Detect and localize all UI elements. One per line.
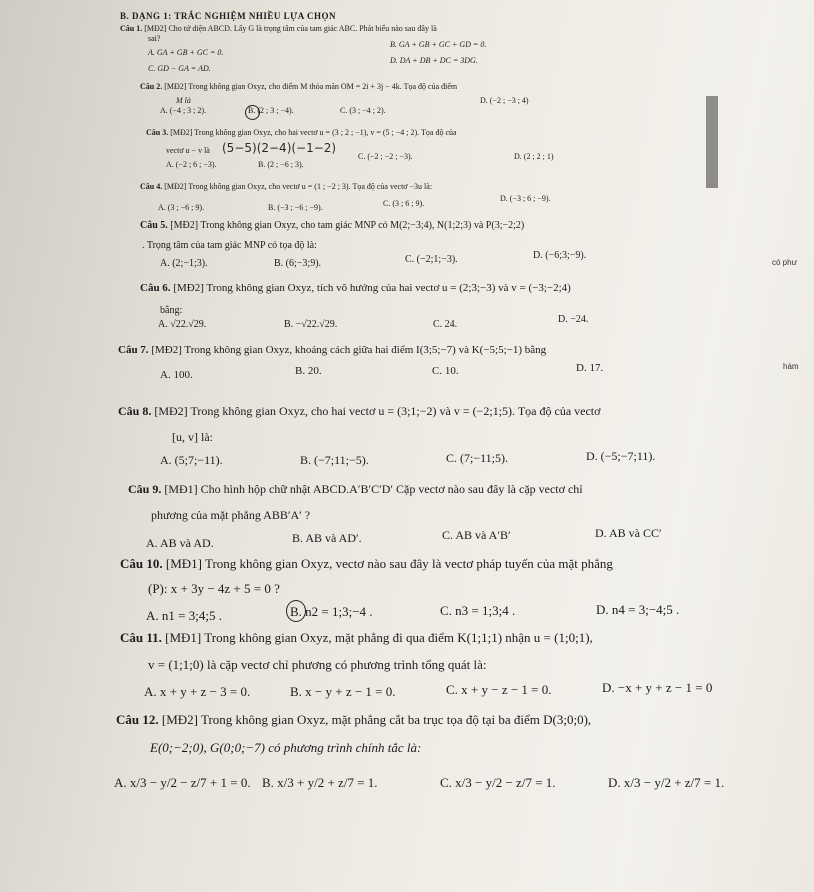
q3-option-d[interactable]: D. (2 ; 2 ; 1) [514,152,554,161]
q4-option-a[interactable]: A. (3 ; −6 ; 9). [158,203,205,212]
q5-text2: . Trọng tâm của tam giác MNP có tọa độ là: [142,240,317,251]
q12-stem [116,712,591,728]
q2-label: Câu 2. [140,82,163,91]
q12-text2: E(0;−2;0), G(0;0;−7) có phương trình chính tắc là: [150,740,422,755]
q10-label: Câu 10. [120,556,163,571]
q10-option-d[interactable]: D. n4 = 3;−4;5 . [596,602,680,617]
q4-stem [140,182,432,191]
q10-option-c[interactable]: C. n3 = 1;3;4 . [440,603,516,618]
q3-option-a[interactable]: A. (−2 ; 6 ; −3). [166,160,217,169]
q6-stem [140,282,571,294]
q12-option-b[interactable]: B. x/3 + y/2 + z/7 = 1. [262,775,378,790]
q11-stem [120,630,593,646]
q7-option-d[interactable]: D. 17. [576,362,604,374]
q11-option-a[interactable]: A. x + y + z − 3 = 0. [144,684,251,699]
answer-circle-mark [245,105,260,120]
answer-circle-mark-2 [286,600,306,622]
binding-strip [706,96,718,188]
q2-option-c[interactable]: C. (3 ; −4 ; 2). [340,106,386,115]
q4-option-b[interactable]: B. (−3 ; −6 ; −9). [268,203,323,212]
q1-option-a[interactable]: A. GA + GB + GC = 0. [148,48,224,57]
q5-option-b[interactable]: B. (6;−3;9). [274,258,322,269]
q7-option-b[interactable]: B. 20. [295,365,322,377]
q8-option-b[interactable]: B. (−7;11;−5). [300,453,369,467]
q5-option-c[interactable]: C. (−2;1;−3). [405,254,458,265]
q4-option-d[interactable]: D. (−3 ; 6 ; −9). [500,194,551,203]
q12-option-d[interactable]: D. x/3 − y/2 + z/7 = 1. [608,775,725,790]
q1-option-d[interactable]: D. DA + DB + DC = 3DG. [390,56,478,65]
q5-option-a[interactable]: A. (2;−1;3). [160,258,208,269]
q2-option-d[interactable]: D. (−2 ; −3 ; 4) [480,96,529,105]
q8-option-d[interactable]: D. (−5;−7;11). [586,449,656,463]
q2-option-a[interactable]: A. (−4 ; 3 ; 2). [160,106,207,115]
q9-option-d[interactable]: D. AB và CC′ [595,526,662,540]
q8-option-a[interactable]: A. (5;7;−11). [160,453,223,467]
q12-option-c[interactable]: C. x/3 − y/2 − z/7 = 1. [440,775,556,790]
q6-text: [MĐ2] Trong không gian Oxyz, tích vô hướng của hai vectơ u = (2;3;−3) và v = (−3;−2;4) [173,282,571,294]
q10-text: [MĐ1] Trong không gian Oxyz, vectơ nào sau đây là vectơ pháp tuyến của mặt phẳng [165,556,613,571]
q9-text2: phương của mặt phẳng ABB′A′ ? [151,508,311,522]
q2-text2: M là [176,96,191,105]
margin-note-1: có phư [772,258,797,267]
q10-option-a[interactable]: A. n1 = 3;4;5 . [146,608,222,623]
q3-option-c[interactable]: C. (−2 ; −2 ; −3). [358,152,413,161]
q11-text2: v = (1;1;0) là cặp vectơ chỉ phương có phương trình tổng quát là: [148,657,487,672]
q3-text2: vectơ u − v là [166,146,210,155]
q6-option-d[interactable]: D. −24. [558,314,589,325]
q2-option-b[interactable]: B. (2 ; 3 ; −4). [248,106,294,115]
q8-text2: [u, v] là: [172,430,213,444]
q6-text2: bằng: [160,305,183,316]
q6-label: Câu 6. [140,282,171,294]
q9-option-c[interactable]: C. AB và A′B′ [442,528,511,542]
q12-text: [MĐ2] Trong không gian Oxyz, mặt phẳng cắt ba trục tọa độ tại ba điểm D(3;0;0), [161,712,592,727]
q7-option-c[interactable]: C. 10. [432,365,459,377]
q8-stem [118,404,600,419]
q11-option-d[interactable]: D. −x + y + z − 1 = 0 [602,680,713,695]
q1-label: Câu 1. [120,24,143,33]
q3-option-b[interactable]: B. (2 ; −6 ; 3). [258,160,304,169]
q2-text: [MĐ2] Trong không gian Oxyz, cho điểm M thỏa mãn OM = 2i + 3j − 4k. Tọa độ của điểm [164,82,458,91]
q9-option-b[interactable]: B. AB và AD′. [292,531,362,545]
q5-label: Câu 5. [140,220,168,231]
q9-option-a[interactable]: A. AB và AD. [146,536,214,550]
q9-text: [MĐ1] Cho hình hộp chữ nhật ABCD.A′B′C′D′ Cặp vectơ nào sau đây là cặp vectơ chỉ [164,482,583,496]
q9-stem [128,482,583,497]
q1-text: [MĐ2] Cho tứ diện ABCD. Lấy G là trọng tâm của tam giác ABC. Phát biểu nào sau đây là [144,24,437,33]
q10-option-b[interactable]: B. n2 = 1;3;−4 . [290,604,373,619]
q3-text: [MĐ2] Trong không gian Oxyz, cho hai vectơ u = (3 ; 2 ; −1), v = (5 ; −4 ; 2). Tọa độ của [170,128,457,137]
q5-stem [140,220,524,231]
q11-label: Câu 11. [120,630,162,645]
q5-text: [MĐ2] Trong không gian Oxyz, cho tam giác MNP có M(2;−3;4), N(1;2;3) và P(3;−2;2) [170,220,525,231]
q1-text2: sai? [148,34,161,43]
q7-stem [118,344,546,356]
q12-label: Câu 12. [116,712,159,727]
q1-option-c[interactable]: C. GD − GA = AD. [148,64,211,73]
q3-label: Câu 3. [146,128,169,137]
q1-stem [120,24,437,33]
q8-label: Câu 8. [118,404,152,418]
section-title: B. DẠNG 1: TRẮC NGHIỆM NHIỀU LỰA CHỌN [120,11,337,21]
q8-option-c[interactable]: C. (7;−11;5). [446,451,508,465]
q4-label: Câu 4. [140,182,163,191]
margin-note-2: hàm [783,362,799,371]
q2-stem [140,82,457,91]
q6-option-b[interactable]: B. −√22.√29. [284,319,338,330]
q4-option-c[interactable]: C. (3 ; 6 ; 9). [383,199,425,208]
q5-option-d[interactable]: D. (−6;3;−9). [533,250,587,261]
q4-text: [MĐ2] Trong không gian Oxyz, cho vectơ u = (1 ; −2 ; 3). Tọa độ của vectơ −3u là: [164,182,433,191]
q3-handwriting: (5−5)(2−4)(−1−2) [222,141,337,155]
q10-stem [120,556,613,572]
q7-text: [MĐ2] Trong không gian Oxyz, khoảng cách giữa hai điểm I(3;5;−7) và K(−5;5;−1) bằng [151,344,547,356]
q6-option-a[interactable]: A. √22.√29. [158,319,207,330]
q8-text: [MĐ2] Trong không gian Oxyz, cho hai vectơ u = (3;1;−2) và v = (−2;1;5). Tọa độ của vectơ [154,404,601,418]
q1-option-b[interactable]: B. GA + GB + GC + GD = 0. [390,40,487,49]
q6-option-c[interactable]: C. 24. [433,319,458,330]
q10-text2: (P): x + 3y − 4z + 5 = 0 ? [148,581,280,596]
q3-stem [146,128,457,137]
q11-text: [MĐ1] Trong không gian Oxyz, mặt phẳng đi qua điểm K(1;1;1) nhận u = (1;0;1), [165,630,593,645]
q7-option-a[interactable]: A. 100. [160,369,193,381]
q7-label: Câu 7. [118,344,149,356]
q9-label: Câu 9. [128,482,162,496]
q11-option-b[interactable]: B. x − y + z − 1 = 0. [290,684,396,699]
q12-option-a[interactable]: A. x/3 − y/2 − z/7 + 1 = 0. [114,775,251,790]
q11-option-c[interactable]: C. x + y − z − 1 = 0. [446,682,552,697]
